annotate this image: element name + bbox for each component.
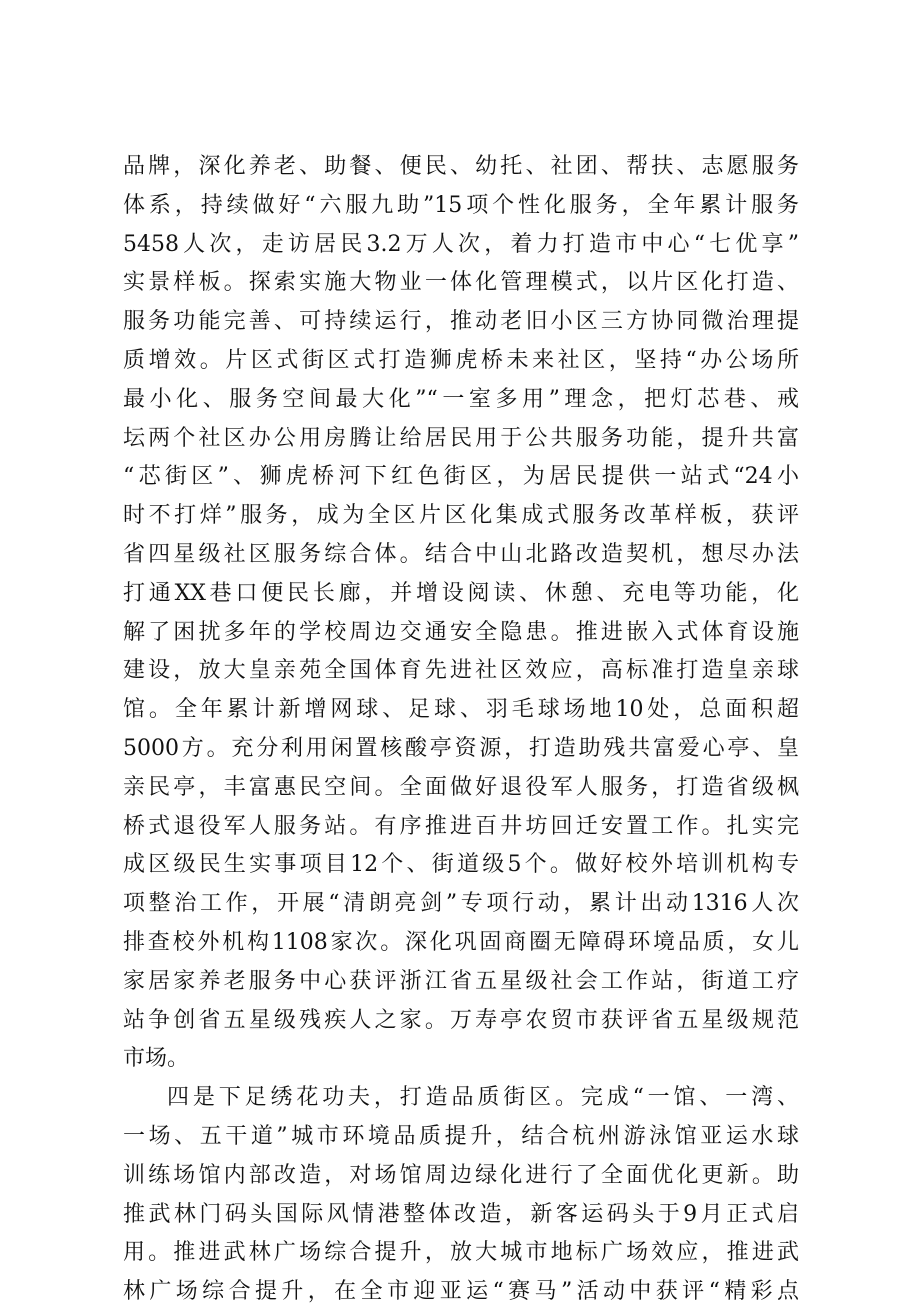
text-line: 项整治工作，开展“清朗亮剑”专项行动，累计出动1316人次 bbox=[123, 891, 799, 917]
text-line: 服务功能完善、可持续运行，推动老旧小区三方协同微治理提 bbox=[123, 309, 799, 335]
text-line: 成区级民生实事项目12个、街道级5个。做好校外培训机构专 bbox=[123, 852, 799, 878]
text-line: 建设，放大皇亲苑全国体育先进社区效应，高标准打造皇亲球 bbox=[123, 658, 799, 684]
text-line: 一场、五干道”城市环境品质提升，结合杭州游泳馆亚运水球 bbox=[123, 1123, 799, 1149]
text-line: 市场。 bbox=[123, 1046, 190, 1072]
text-line: 解了困扰多年的学校周边交通安全隐患。推进嵌入式体育设施 bbox=[123, 619, 799, 645]
paragraph bbox=[123, 1079, 799, 1312]
text-line: 亲民亭，丰富惠民空间。全面做好退役军人服务，打造省级枫 bbox=[123, 774, 799, 800]
text-line: 站争创省五星级残疾人之家。万寿亭农贸市获评省五星级规范 bbox=[123, 1007, 799, 1033]
text-line: 5458人次，走访居民3.2万人次，着力打造市中心“七优享” bbox=[123, 231, 799, 257]
text-line: 实景样板。探索实施大物业一体化管理模式，以片区化打造、 bbox=[123, 270, 799, 296]
text-line: 家居家养老服务中心获评浙江省五星级社会工作站，街道工疗 bbox=[123, 968, 799, 994]
text-line: 5000方。充分利用闲置核酸亭资源，打造助残共富爱心亭、皇 bbox=[123, 735, 799, 761]
text-line: 四是下足绣花功夫，打造品质街区。完成“一馆、一湾、 bbox=[167, 1085, 799, 1111]
text-line: 质增效。片区式街区式打造狮虎桥未来社区，坚持“办公场所 bbox=[123, 347, 799, 373]
text-line: 品牌，深化养老、助餐、便民、幼托、社团、帮扶、志愿服务 bbox=[123, 154, 799, 179]
text-line: 体系，持续做好“六服九助”15项个性化服务，全年累计服务 bbox=[123, 192, 799, 218]
text-line: 馆。全年累计新增网球、足球、羽毛球场地10处，总面积超 bbox=[123, 697, 799, 723]
text-line: 时不打烊”服务，成为全区片区化集成式服务改革样板，获评 bbox=[123, 503, 799, 529]
text-line: 打通XX巷口便民长廊，并增设阅读、休憩、充电等功能，化 bbox=[123, 580, 799, 606]
body-text bbox=[123, 148, 799, 1312]
text-line: 排查校外机构1108家次。深化巩固商圈无障碍环境品质，女儿 bbox=[123, 929, 799, 955]
paragraph bbox=[123, 148, 799, 1079]
text-line: 最小化、服务空间最大化”“一室多用”理念，把灯芯巷、戒 bbox=[123, 386, 799, 412]
text-line: 训练场馆内部改造，对场馆周边绿化进行了全面优化更新。助 bbox=[123, 1162, 799, 1188]
text-line: “芯街区”、狮虎桥河下红色街区，为居民提供一站式“24小 bbox=[123, 464, 799, 490]
text-line: 坛两个社区办公用房腾让给居民用于公共服务功能，提升共富 bbox=[123, 425, 799, 451]
text-line: 用。推进武林广场综合提升，放大城市地标广场效应，推进武 bbox=[123, 1240, 799, 1266]
text-line: 推武林门码头国际风情港整体改造，新客运码头于9月正式启 bbox=[123, 1201, 799, 1227]
text-line: 桥式退役军人服务站。有序推进百井坊回迁安置工作。扎实完 bbox=[123, 813, 799, 839]
text-line: 林广场综合提升，在全市迎亚运“赛马”活动中获评“精彩点 bbox=[123, 1279, 799, 1305]
text-line: 省四星级社区服务综合体。结合中山北路改造契机，想尽办法 bbox=[123, 541, 799, 567]
